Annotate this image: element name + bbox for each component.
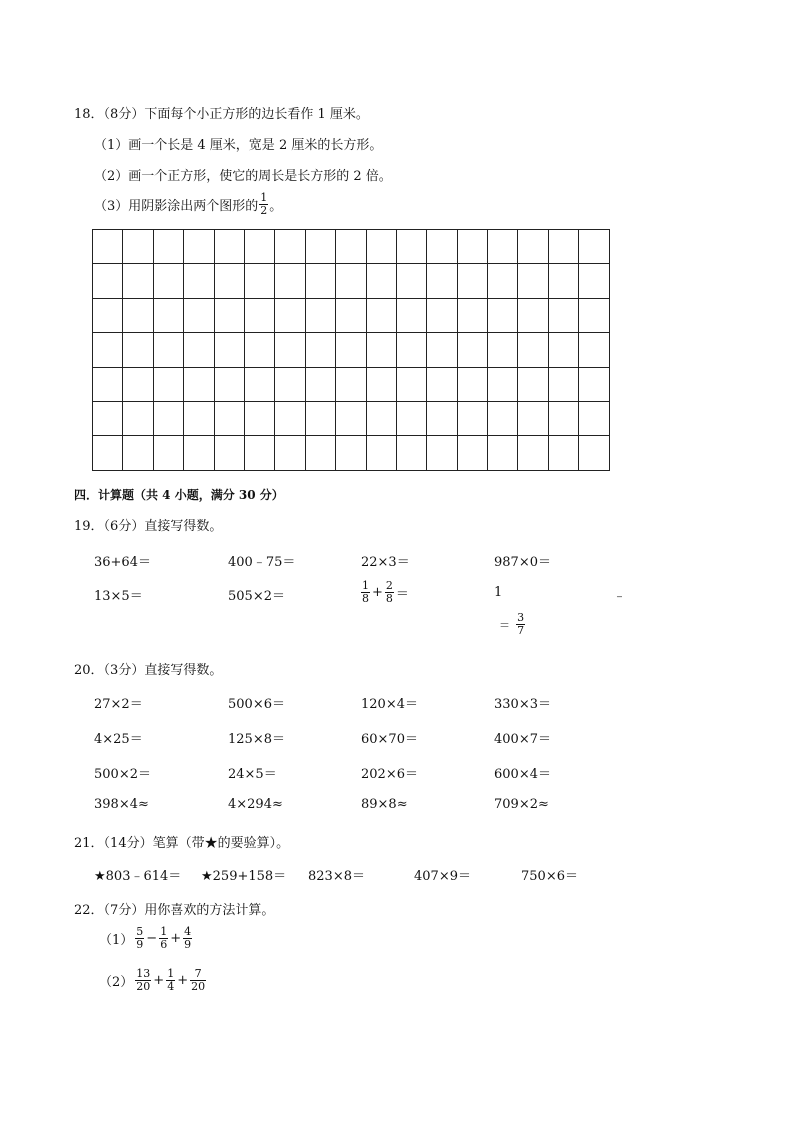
grid-cell[interactable] bbox=[184, 230, 214, 264]
grid-cell[interactable] bbox=[427, 367, 457, 401]
grid-cell[interactable] bbox=[93, 298, 123, 332]
grid-cell[interactable] bbox=[93, 367, 123, 401]
fraction-numerator: 1 bbox=[362, 579, 369, 592]
fraction-numerator: 1 bbox=[160, 925, 168, 938]
grid-cell[interactable] bbox=[336, 230, 366, 264]
grid-cell[interactable] bbox=[518, 230, 548, 264]
grid-cell[interactable] bbox=[153, 298, 183, 332]
q20-item: 398×4≈ bbox=[94, 797, 149, 812]
grid-cell[interactable] bbox=[366, 298, 396, 332]
grid-cell[interactable] bbox=[305, 367, 335, 401]
grid-cell[interactable] bbox=[93, 436, 123, 470]
grid-cell[interactable] bbox=[518, 401, 548, 435]
q20-item: 24×5＝ bbox=[228, 767, 277, 782]
grid-cell[interactable] bbox=[184, 298, 214, 332]
fraction bbox=[135, 926, 144, 951]
equals-sign: ＝ bbox=[499, 618, 510, 632]
grid-cell[interactable] bbox=[305, 436, 335, 470]
grid-cell[interactable] bbox=[275, 230, 305, 264]
grid-cell[interactable] bbox=[214, 401, 244, 435]
grid-row bbox=[93, 333, 610, 367]
q19-title: 19．（6分）直接写得数。 bbox=[74, 519, 223, 534]
q20-item: 4×294≈ bbox=[228, 797, 283, 812]
grid-cell[interactable] bbox=[336, 298, 366, 332]
grid-cell[interactable] bbox=[579, 367, 609, 401]
grid-cell[interactable] bbox=[518, 436, 548, 470]
q19-item: 36+64＝ bbox=[94, 555, 151, 570]
grid-cell[interactable] bbox=[396, 298, 426, 332]
grid-cell[interactable] bbox=[214, 298, 244, 332]
fraction-numerator: 5 bbox=[136, 925, 144, 938]
grid-cell[interactable] bbox=[244, 264, 274, 298]
grid-cell[interactable] bbox=[396, 436, 426, 470]
grid-cell[interactable] bbox=[123, 264, 153, 298]
fraction-denominator: 9 bbox=[136, 938, 144, 951]
minus-sign: − bbox=[146, 931, 158, 946]
grid-cell[interactable] bbox=[457, 367, 487, 401]
grid-cell[interactable] bbox=[336, 333, 366, 367]
grid-cell[interactable] bbox=[244, 401, 274, 435]
grid-cell[interactable] bbox=[396, 401, 426, 435]
grid-cell[interactable] bbox=[366, 401, 396, 435]
grid-cell[interactable] bbox=[275, 333, 305, 367]
grid-cell[interactable] bbox=[184, 436, 214, 470]
grid-cell[interactable] bbox=[579, 401, 609, 435]
q18-part1: （1）画一个长是 4 厘米，宽是 2 厘米的长方形。 bbox=[94, 138, 383, 153]
fraction-denominator: 7 bbox=[517, 624, 525, 637]
q19-one: 1 bbox=[494, 585, 503, 600]
fraction bbox=[159, 926, 168, 951]
fraction bbox=[135, 968, 151, 993]
fraction-denominator: 6 bbox=[160, 938, 168, 951]
plus-sign: + bbox=[170, 931, 182, 946]
q19-item: 987×0＝ bbox=[494, 555, 551, 570]
grid-cell[interactable] bbox=[457, 401, 487, 435]
grid-row bbox=[93, 401, 610, 435]
grid-row bbox=[93, 298, 610, 332]
grid-cell[interactable] bbox=[214, 264, 244, 298]
q19-minus: ﹣ bbox=[613, 589, 627, 604]
q21-item: 823×8＝ bbox=[308, 869, 365, 884]
square-grid[interactable] bbox=[92, 229, 610, 471]
grid-cell[interactable] bbox=[336, 401, 366, 435]
grid-cell[interactable] bbox=[518, 333, 548, 367]
grid-cell[interactable] bbox=[244, 436, 274, 470]
grid-cell[interactable] bbox=[123, 230, 153, 264]
plus-sign: + bbox=[372, 585, 383, 600]
expression-label: （1） bbox=[99, 933, 134, 948]
grid-cell[interactable] bbox=[153, 264, 183, 298]
fraction-denominator: 2 bbox=[260, 204, 268, 217]
q19-item: 400﹣75＝ bbox=[228, 555, 296, 570]
fraction bbox=[166, 968, 175, 993]
section-four-title: 四．计算题（共 4 小题，满分 30 分） bbox=[74, 488, 284, 502]
grid-cell[interactable] bbox=[93, 333, 123, 367]
fraction-denominator: 9 bbox=[184, 938, 192, 951]
grid-cell[interactable] bbox=[457, 436, 487, 470]
grid-cell[interactable] bbox=[275, 264, 305, 298]
grid-cell[interactable] bbox=[579, 230, 609, 264]
grid-cell[interactable] bbox=[457, 264, 487, 298]
q22-expression-2 bbox=[98, 968, 207, 993]
grid-cell[interactable] bbox=[548, 436, 578, 470]
grid-cell[interactable] bbox=[305, 333, 335, 367]
grid-cell[interactable] bbox=[123, 298, 153, 332]
grid-cell[interactable] bbox=[123, 401, 153, 435]
q20-item: 400×7＝ bbox=[494, 732, 551, 747]
grid-cell[interactable] bbox=[457, 298, 487, 332]
grid-cell[interactable] bbox=[305, 230, 335, 264]
grid-cell[interactable] bbox=[427, 436, 457, 470]
grid-cell[interactable] bbox=[518, 298, 548, 332]
grid-cell[interactable] bbox=[336, 436, 366, 470]
q20-item: 600×4＝ bbox=[494, 767, 551, 782]
grid-cell[interactable] bbox=[153, 367, 183, 401]
grid-cell[interactable] bbox=[153, 230, 183, 264]
grid-cell[interactable] bbox=[488, 436, 518, 470]
grid-cell[interactable] bbox=[275, 436, 305, 470]
grid-cell[interactable] bbox=[214, 333, 244, 367]
grid-cell[interactable] bbox=[184, 401, 214, 435]
grid-cell[interactable] bbox=[427, 230, 457, 264]
q20-item: 4×25＝ bbox=[94, 732, 143, 747]
grid-cell[interactable] bbox=[305, 264, 335, 298]
q18-part3-end: 。 bbox=[269, 199, 283, 214]
grid-cell[interactable] bbox=[244, 333, 274, 367]
grid-cell[interactable] bbox=[214, 436, 244, 470]
grid-cell[interactable] bbox=[427, 264, 457, 298]
fraction-denominator: 20 bbox=[191, 980, 206, 993]
fraction-numerator: 7 bbox=[190, 968, 206, 981]
grid-cell[interactable] bbox=[548, 333, 578, 367]
grid-cell[interactable] bbox=[548, 230, 578, 264]
grid-cell[interactable] bbox=[427, 401, 457, 435]
grid-cell[interactable] bbox=[153, 401, 183, 435]
plus-sign: + bbox=[153, 973, 165, 988]
fraction-denominator: 8 bbox=[385, 592, 393, 605]
grid-cell[interactable] bbox=[275, 367, 305, 401]
grid-cell[interactable] bbox=[427, 298, 457, 332]
grid-cell[interactable] bbox=[366, 367, 396, 401]
grid-cell[interactable] bbox=[488, 264, 518, 298]
grid-cell[interactable] bbox=[518, 367, 548, 401]
fraction bbox=[516, 612, 525, 637]
fraction-numerator: 13 bbox=[136, 967, 151, 980]
grid-cell[interactable] bbox=[275, 401, 305, 435]
fraction bbox=[190, 968, 206, 993]
grid-cell[interactable] bbox=[548, 264, 578, 298]
q18-title: 18．（8分）下面每个小正方形的边长看作 1 厘米。 bbox=[74, 107, 369, 122]
grid-cell[interactable] bbox=[518, 264, 548, 298]
grid-cell[interactable] bbox=[244, 230, 274, 264]
plus-sign: + bbox=[177, 973, 189, 988]
grid-cell[interactable] bbox=[244, 298, 274, 332]
q19-fraction-result bbox=[498, 612, 526, 637]
grid-row bbox=[93, 436, 610, 470]
grid-cell[interactable] bbox=[396, 264, 426, 298]
grid-cell[interactable] bbox=[427, 333, 457, 367]
grid-cell[interactable] bbox=[275, 298, 305, 332]
fraction-numerator: 1 bbox=[260, 191, 268, 204]
fraction-denominator: 8 bbox=[362, 592, 369, 605]
grid-cell[interactable] bbox=[488, 298, 518, 332]
q20-item: 89×8≈ bbox=[361, 797, 408, 812]
grid-cell[interactable] bbox=[396, 333, 426, 367]
grid-cell[interactable] bbox=[214, 367, 244, 401]
grid-cell[interactable] bbox=[488, 367, 518, 401]
fraction bbox=[361, 580, 370, 605]
fraction bbox=[183, 926, 192, 951]
q18-part3 bbox=[94, 192, 282, 217]
grid-cell[interactable] bbox=[305, 401, 335, 435]
grid-cell[interactable] bbox=[366, 264, 396, 298]
fraction-one-half bbox=[259, 192, 268, 217]
q18-part2: （2）画一个正方形，使它的周长是长方形的 2 倍。 bbox=[94, 169, 392, 184]
q19-item: 22×3＝ bbox=[361, 555, 410, 570]
grid-cell[interactable] bbox=[488, 333, 518, 367]
grid-cell[interactable] bbox=[396, 230, 426, 264]
fraction-denominator: 20 bbox=[136, 980, 151, 993]
grid-row bbox=[93, 230, 610, 264]
q21-item: 407×9＝ bbox=[414, 869, 471, 884]
q20-item: 500×2＝ bbox=[94, 767, 151, 782]
fraction bbox=[385, 580, 394, 605]
grid-cell[interactable] bbox=[336, 367, 366, 401]
q20-item: 125×8＝ bbox=[228, 732, 285, 747]
grid-cell[interactable] bbox=[93, 264, 123, 298]
grid-cell[interactable] bbox=[305, 298, 335, 332]
grid-cell[interactable] bbox=[123, 333, 153, 367]
q20-item: 709×2≈ bbox=[494, 797, 549, 812]
fraction-numerator: 1 bbox=[167, 967, 175, 980]
grid-cell[interactable] bbox=[457, 230, 487, 264]
q21-item: ★259+158＝ bbox=[201, 869, 287, 884]
q22-expression-1 bbox=[98, 926, 193, 951]
q20-item: 330×3＝ bbox=[494, 697, 551, 712]
grid-cell[interactable] bbox=[93, 401, 123, 435]
expression-label: （2） bbox=[99, 975, 134, 990]
q20-item: 60×70＝ bbox=[361, 732, 418, 747]
grid-cell[interactable] bbox=[214, 230, 244, 264]
q21-item: 750×6＝ bbox=[521, 869, 578, 884]
grid-cell[interactable] bbox=[488, 230, 518, 264]
q22-title: 22．（7分）用你喜欢的方法计算。 bbox=[74, 903, 275, 918]
grid-cell[interactable] bbox=[457, 333, 487, 367]
grid-cell[interactable] bbox=[123, 367, 153, 401]
grid-row bbox=[93, 367, 610, 401]
q19-item: 505×2＝ bbox=[228, 589, 285, 604]
grid-cell[interactable] bbox=[336, 264, 366, 298]
q20-item: 120×4＝ bbox=[361, 697, 418, 712]
fraction-numerator: 3 bbox=[517, 611, 525, 624]
q21-title: 21．（14分）笔算（带★的要验算）。 bbox=[74, 836, 290, 851]
q20-item: 27×2＝ bbox=[94, 697, 143, 712]
grid-cell[interactable] bbox=[366, 333, 396, 367]
fraction-denominator: 4 bbox=[167, 980, 175, 993]
q20-title: 20．（3分）直接写得数。 bbox=[74, 663, 223, 678]
grid-cell[interactable] bbox=[153, 333, 183, 367]
q18-part3-text: （3）用阴影涂出两个图形的 bbox=[94, 199, 259, 214]
grid-cell[interactable] bbox=[396, 367, 426, 401]
grid-row bbox=[93, 264, 610, 298]
grid-cell[interactable] bbox=[184, 264, 214, 298]
q21-item: ★803﹣614＝ bbox=[94, 869, 182, 884]
q20-item: 202×6＝ bbox=[361, 767, 418, 782]
grid-cell[interactable] bbox=[244, 367, 274, 401]
grid-cell[interactable] bbox=[548, 401, 578, 435]
q20-item: 500×6＝ bbox=[228, 697, 285, 712]
grid-cell[interactable] bbox=[579, 333, 609, 367]
grid-cell[interactable] bbox=[184, 333, 214, 367]
grid-cell[interactable] bbox=[579, 436, 609, 470]
q19-fraction-sum bbox=[360, 580, 410, 605]
fraction-numerator: 2 bbox=[385, 579, 393, 592]
grid-cell[interactable] bbox=[579, 264, 609, 298]
grid-cell[interactable] bbox=[579, 298, 609, 332]
q19-item: 13×5＝ bbox=[94, 589, 143, 604]
grid-cell[interactable] bbox=[548, 298, 578, 332]
grid-cell[interactable] bbox=[93, 230, 123, 264]
grid-cell[interactable] bbox=[366, 436, 396, 470]
grid-cell[interactable] bbox=[184, 367, 214, 401]
grid-cell[interactable] bbox=[366, 230, 396, 264]
equals-sign: ＝ bbox=[395, 587, 409, 602]
grid-cell[interactable] bbox=[488, 401, 518, 435]
fraction-numerator: 4 bbox=[184, 925, 192, 938]
grid-cell[interactable] bbox=[153, 436, 183, 470]
grid-cell[interactable] bbox=[123, 436, 153, 470]
grid-cell[interactable] bbox=[548, 367, 578, 401]
